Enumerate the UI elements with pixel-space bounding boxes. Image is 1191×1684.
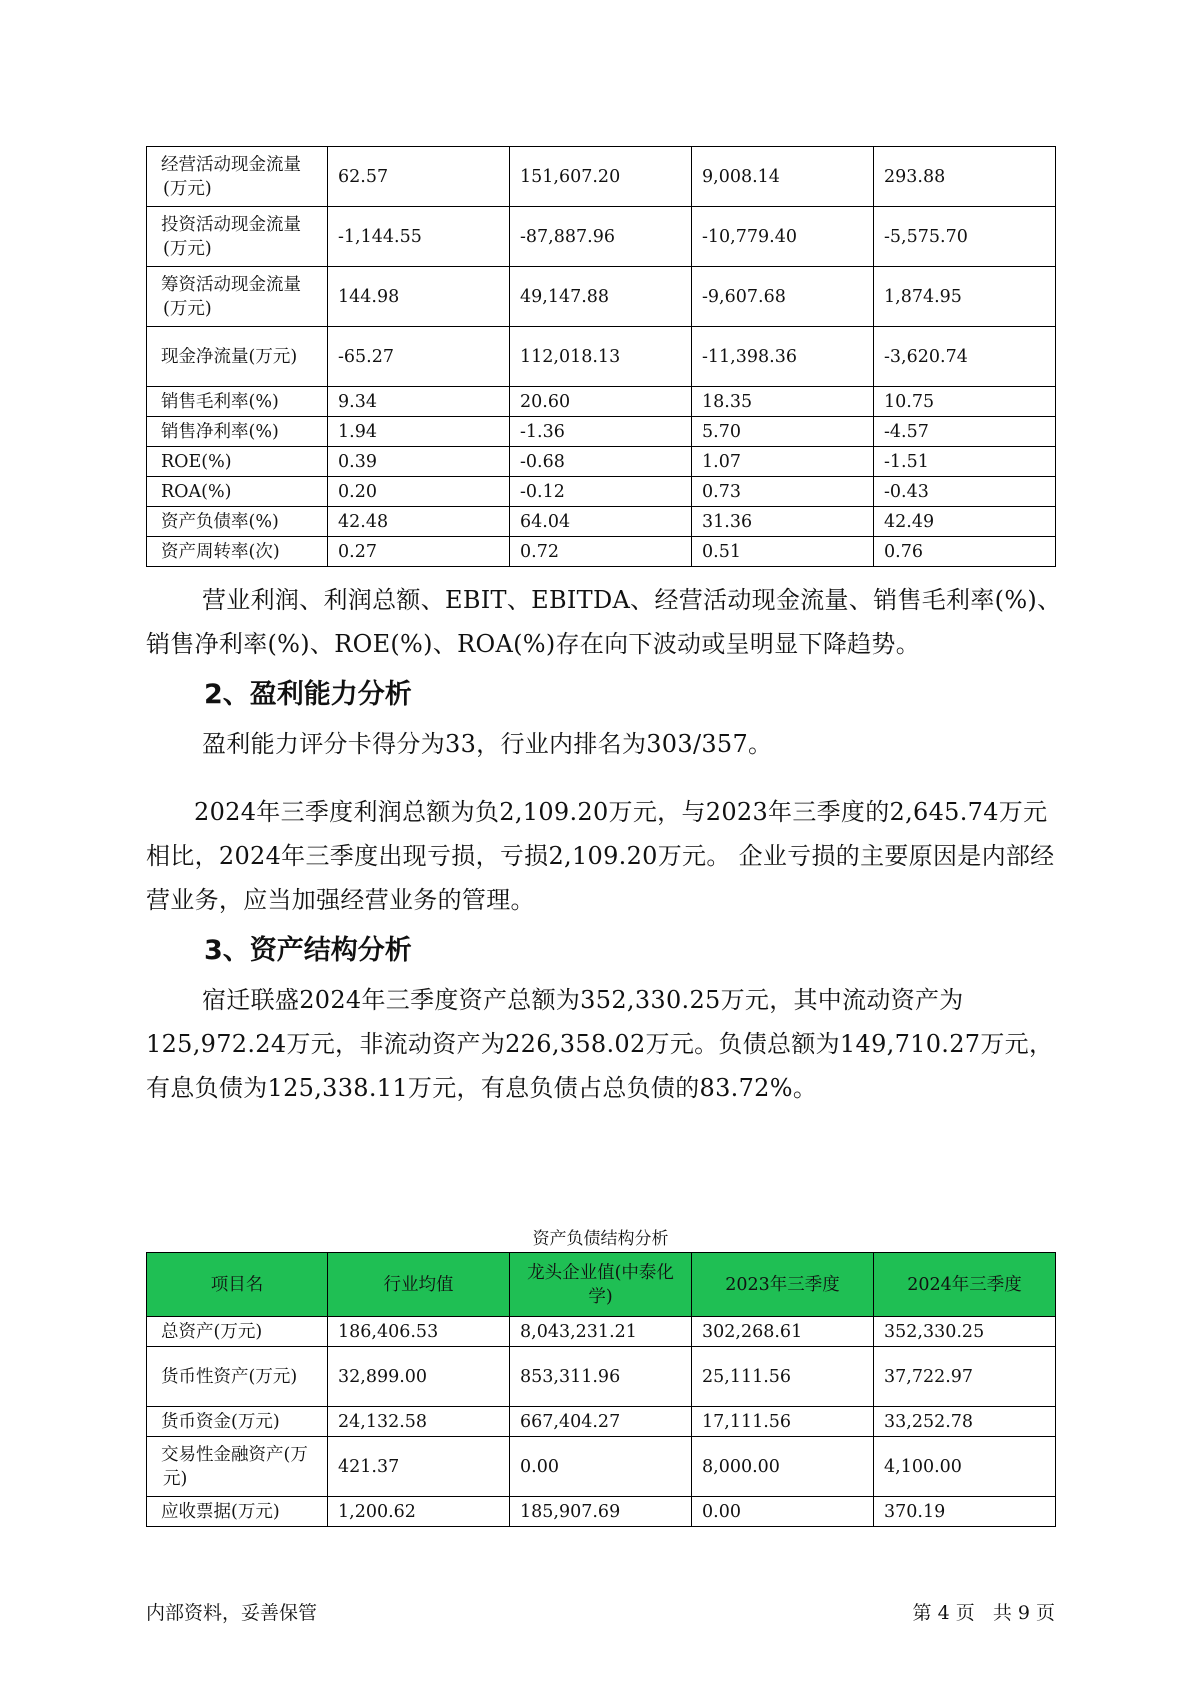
table-cell: 302,268.61 [692,1317,874,1347]
trend-summary-paragraph: 营业利润、利润总额、EBIT、EBITDA、经营活动现金流量、销售毛利率(%)、销售净利率(%)、ROE(%)、ROA(%)存在向下波动或呈明显下降趋势。 [146,586,1062,658]
row-label: 交易性金融资产(万元) [147,1437,328,1497]
table-cell: 1.94 [328,417,510,447]
table-row [147,507,1056,537]
table-cell: 9,008.14 [692,147,874,207]
table-cell: 0.72 [510,537,692,567]
section-heading-profitability: 2、盈利能力分析 [204,679,412,710]
table-cell: -3,620.74 [874,327,1056,387]
table-cell: 37,722.97 [874,1347,1056,1407]
table-cell: 853,311.96 [510,1347,692,1407]
table-cell: 421.37 [328,1437,510,1497]
table-cell: -9,607.68 [692,267,874,327]
row-label: 经营活动现金流量(万元) [147,147,328,207]
table-cell: 0.00 [692,1497,874,1527]
table-cell: 33,252.78 [874,1407,1056,1437]
table-cell: 42.49 [874,507,1056,537]
table-cell: 0.27 [328,537,510,567]
table-cell: 293.88 [874,147,1056,207]
table-cell: 64.04 [510,507,692,537]
table-cell: -4.57 [874,417,1056,447]
table-row [147,387,1056,417]
row-label: 资产周转率(次) [147,537,328,567]
table-cell: -65.27 [328,327,510,387]
row-label: 现金净流量(万元) [147,327,328,387]
table-cell: 112,018.13 [510,327,692,387]
profitability-score-paragraph: 盈利能力评分卡得分为33，行业内排名为303/357。 [202,730,773,758]
column-header: 2024年三季度 [874,1253,1056,1317]
table-row [147,327,1056,387]
table-row [147,1437,1056,1497]
table-cell: 144.98 [328,267,510,327]
table-cell: 0.51 [692,537,874,567]
column-header: 2023年三季度 [692,1253,874,1317]
column-header: 龙头企业值(中泰化学) [510,1253,692,1317]
profit-loss-paragraph: 2024年三季度利润总额为负2,109.20万元，与2023年三季度的2,645.74万元相比，2024年三季度出现亏损，亏损2,109.20万元。 企业亏损的主要原因是内部经营业务，应当加强经营业务的管理。 [146,798,1055,914]
table-cell: 1.07 [692,447,874,477]
table-cell: 62.57 [328,147,510,207]
cash-flow-ratio-table [146,146,1056,567]
table-row [147,537,1056,567]
table-row [147,207,1056,267]
table-row [147,1347,1056,1407]
table-cell: 20.60 [510,387,692,417]
section-heading-asset-structure: 3、资产结构分析 [204,935,412,966]
row-label: ROA(%) [147,477,328,507]
table-cell: 17,111.56 [692,1407,874,1437]
table-cell: -5,575.70 [874,207,1056,267]
table-caption: 资产负债结构分析 [532,1229,669,1249]
table-row [147,477,1056,507]
table-cell: 32,899.00 [328,1347,510,1407]
table-cell: 49,147.88 [510,267,692,327]
table-cell: -87,887.96 [510,207,692,267]
table-cell: 186,406.53 [328,1317,510,1347]
table-row [147,1407,1056,1437]
table-cell: 0.39 [328,447,510,477]
table-cell: 4,100.00 [874,1437,1056,1497]
table-cell: 151,607.20 [510,147,692,207]
table-cell: 0.73 [692,477,874,507]
asset-liability-structure-table [146,1252,1056,1527]
footer-page-number: 第 4 页 共 9 页 [912,1602,1055,1624]
table-cell: 9.34 [328,387,510,417]
row-label: 应收票据(万元) [147,1497,328,1527]
table-cell: -11,398.36 [692,327,874,387]
table-cell: 667,404.27 [510,1407,692,1437]
table-cell: -0.68 [510,447,692,477]
row-label: 投资活动现金流量(万元) [147,207,328,267]
table-cell: 0.20 [328,477,510,507]
table-cell: 18.35 [692,387,874,417]
table-cell: 10.75 [874,387,1056,417]
table-cell: 1,874.95 [874,267,1056,327]
table-cell: -0.43 [874,477,1056,507]
table-row [147,1497,1056,1527]
row-label: 总资产(万元) [147,1317,328,1347]
table-cell: 24,132.58 [328,1407,510,1437]
row-label: 筹资活动现金流量(万元) [147,267,328,327]
row-label: ROE(%) [147,447,328,477]
footer-confidential-note: 内部资料，妥善保管 [146,1602,318,1624]
table-cell: -1,144.55 [328,207,510,267]
table-cell: -1.51 [874,447,1056,477]
table-row [147,267,1056,327]
table-cell: 1,200.62 [328,1497,510,1527]
row-label: 资产负债率(%) [147,507,328,537]
table-row [147,417,1056,447]
table-cell: 352,330.25 [874,1317,1056,1347]
asset-structure-paragraph: 宿迁联盛2024年三季度资产总额为352,330.25万元，其中流动资产为125,972.24万元，非流动资产为226,358.02万元。负债总额为149,710.27万元，有息负债为125,338.11万元，有息负债占总负债的83.72%。 [146,986,1054,1102]
table-cell: 8,000.00 [692,1437,874,1497]
table-cell: -10,779.40 [692,207,874,267]
table-cell: 185,907.69 [510,1497,692,1527]
column-header: 行业均值 [328,1253,510,1317]
table-cell: 31.36 [692,507,874,537]
table-cell: 0.00 [510,1437,692,1497]
table-cell: 25,111.56 [692,1347,874,1407]
table-cell: 370.19 [874,1497,1056,1527]
table-row [147,1317,1056,1347]
table-cell: 42.48 [328,507,510,537]
row-label: 销售净利率(%) [147,417,328,447]
table-row [147,147,1056,207]
table-cell: -0.12 [510,477,692,507]
table-cell: 0.76 [874,537,1056,567]
table-cell: -1.36 [510,417,692,447]
column-header: 项目名 [147,1253,328,1317]
table-cell: 5.70 [692,417,874,447]
table-cell: 8,043,231.21 [510,1317,692,1347]
row-label: 货币性资产(万元) [147,1347,328,1407]
table-row [147,447,1056,477]
row-label: 销售毛利率(%) [147,387,328,417]
row-label: 货币资金(万元) [147,1407,328,1437]
